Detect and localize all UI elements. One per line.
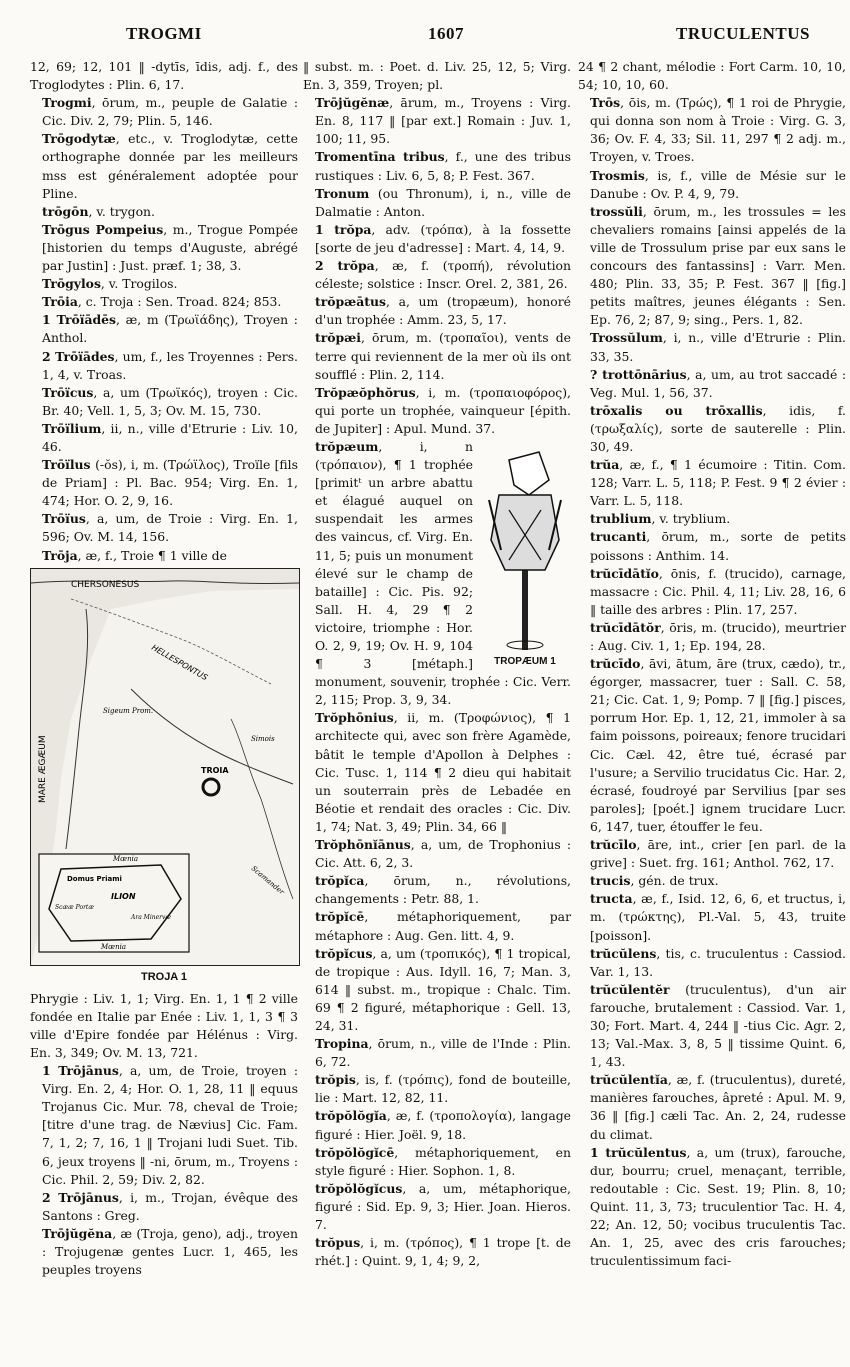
headword: 1 Trōjānus	[42, 1063, 119, 1079]
entry: trucanti, ōrum, m., sorte de petits poissons : Anthim. 14.	[590, 529, 846, 563]
entry: Trōïus, a, um, de Troie : Virg. En. 1, 596; Ov. M. 14, 156.	[42, 511, 298, 545]
headword: Trŏphōnĭānus	[315, 837, 411, 853]
entry: Phrygie : Liv. 1, 1; Virg. En. 1, 1 ¶ 2 ville fondée en Italie par Enée : Liv. 1, 1, 3 ¶ 3 ville d'Epire fondée par Hélénus : Virg. En. 3, 349; Ov. M. 13, 721.	[30, 990, 298, 1060]
tropaeum-caption: TROPÆUM 1	[494, 656, 556, 668]
map-label: Scææ Portæ	[55, 903, 94, 911]
map-label: HELLESPONTUS	[150, 642, 210, 682]
entry: trŭa, æ, f., ¶ 1 écumoire : Titin. Com. 128; Varr. L. 5, 118; P. Fest. 9 ¶ 2 évier : Varr. L. 5, 118.	[590, 457, 846, 509]
headword: trŏpæi	[315, 330, 361, 346]
entry: trŏpĭca, ōrum, n., révolutions, changements : Petr. 88, 1.	[315, 873, 571, 907]
headword: 1 trŭcŭlentus	[590, 1144, 687, 1160]
headword: Trōjŭgĕna	[42, 1225, 113, 1241]
entry: Trōs, ōis, m. (Τρώς), ¶ 1 roi de Phrygie, qui donna son nom à Troie : Virg. G. 3, 36; Ov. F. 4, 33; Sil. 11, 297 ¶ 2 adj. m., Troyen, v. Troes.	[590, 95, 846, 165]
tropaeum-drawing	[479, 440, 571, 654]
entry: trŏpæum, i, n (τρόπαιον), ¶ 1 trophée [primitᵗ un arbre abattu et élagué auquel on suspendait les armes des vaincus, cf. Virg. En. 11, 5; puis un monument élevé sur le champ de bataille] : Cic. Pis. 92; Sall. H. 4, 29 ¶ 2 victoire, triomphe : Hor. O. 2, 9, 19; Ov. H. 9, 104 ¶ 3 [métaph.] monument, souvenir, trophée : Cic. Verr. 2, 115; Prop. 3, 9, 34.	[315, 438, 571, 708]
headword: trŏpĭcus	[315, 945, 373, 961]
entry: trŭcŭlens, tis, c. truculentus : Cassiod. Var. 1, 13.	[590, 945, 846, 979]
headword: trŭcīdātŏr	[590, 619, 661, 635]
headword: trōgōn	[42, 203, 89, 219]
column-1	[30, 58, 298, 1279]
map-label: Ara Minervæ	[131, 913, 172, 921]
map-drawing	[31, 569, 299, 965]
entry: trŏpĭcus, a, um (τροπικός), ¶ 1 tropical, de tropique : Aus. Idyll. 16, 7; Man. 3, 614 ‖ subst. m., tropique : Chalc. Tim. 69 ¶ 2 figuré, métaphorique : Gell. 13, 24, 31.	[315, 945, 571, 1033]
headword: trŏpĭca	[315, 873, 365, 889]
headword: Trōgus Pompeius	[42, 221, 164, 237]
entry: Tropina, ōrum, n., ville de l'Inde : Plin. 6, 72.	[315, 1036, 571, 1070]
headword: trŏpŏlŏgĭcē	[315, 1144, 395, 1160]
headword: Trossŭlum	[590, 330, 663, 346]
entry: 2 Trōjānus, i, m., Trojan, évêque des Santons : Greg.	[42, 1189, 298, 1223]
entry: trŭcīdo, āvi, ātum, āre (trux, cædo), tr., égorger, massacrer, tuer : Sall. C. 58, 21; Cic. Cat. 1, 9; Pomp. 7 ‖ [fig.] pisces, porrum Hor. Ep. 1, 12, 21, immoler à sa faim poissons, poireaux; fenore trucidari Cic. Cæl. 42, être tué, écrasé par l'usure; a Servilio trucidatus Cic. Har. 2, écrasé, foudroyé par Servilius [par ses paroles]; [poét.] ignem trucidare Lucr. 6, 147, tuer, étouffer le feu.	[590, 656, 846, 834]
entry: Trōjŭgĕna, æ (Troja, geno), adj., troyen : Trojugenæ gentes Lucr. 1, 465, les peuples troyens	[42, 1225, 298, 1278]
headword: 2 trŏpa	[315, 258, 375, 274]
map-label: Mœnia	[113, 854, 139, 863]
entry: Trogmi, ōrum, m., peuple de Galatie : Cic. Div. 2, 79; Plin. 5, 146.	[42, 95, 298, 129]
entry: ? trottōnārius, a, um, au trot saccadé : Veg. Mul. 1, 56, 37.	[590, 366, 846, 400]
entry: Tromentīna tribus, f., une des tribus rustiques : Liv. 6, 5, 8; P. Fest. 367.	[315, 149, 571, 183]
entry: 1 Trōjānus, a, um, de Troie, troyen : Virg. En. 2, 4; Hor. O. 1, 28, 11 ‖ equus Trojanus Cic. Mur. 78, cheval de Troie; [titre d'une trag. de Nævius] Cic. Fam. 7, 1, 2; 7, 16, 1 ‖ Trojani ludi Suet. Tib. 6, jeux troyens ‖ -ni, ōrum, m., Troyens : Cic. Phil. 2, 59; Div. 2, 82.	[42, 1063, 298, 1187]
entry: Trōia, c. Troja : Sen. Troad. 824; 853.	[42, 294, 282, 310]
headword: 2 Trōïādes	[42, 348, 115, 364]
entry: trōxalis ou trōxallis, idis, f. (τρωξαλίς), sorte de sauterelle : Plin. 30, 49.	[590, 402, 846, 454]
headword: Trogmi	[42, 95, 92, 111]
troja-map	[30, 568, 300, 966]
entry: 1 Trōïādēs, æ, m (Τρωϊάδης), Troyen : Anthol.	[42, 312, 298, 346]
map-label: Simois	[251, 734, 275, 743]
entry: trŭcŭlentĕr (truculentus), d'un air farouche, brutalement : Cassiod. Var. 1, 30; Fort. Mart. 4, 244 ‖ -tius Cic. Agr. 2, 13; Val.-Max. 3, 8, 5 ‖ tissime Quint. 6, 1, 43.	[590, 981, 846, 1070]
entry: trŏpĭcē, métaphoriquement, par métaphore : Aug. Gen. litt. 4, 9.	[315, 909, 571, 943]
entry: trŏpŏlŏgĭa, æ, f. (τροπολογία), langage figuré : Hier. Joël. 9, 18.	[315, 1108, 571, 1142]
entry: Trōja, æ, f., Troie ¶ 1 ville de	[42, 547, 227, 563]
headword: tructa	[590, 891, 633, 907]
headword: trucis	[590, 873, 631, 889]
map-label: CHERSONESUS	[71, 579, 140, 590]
headword: trŏpĭcē	[315, 909, 365, 925]
headword: trŏpŏlŏgĭcus	[315, 1180, 403, 1196]
entry: 12, 69; 12, 101 ‖ -dytīs, īdis, adj. f., des Troglodytes : Plin. 6, 17.	[30, 59, 298, 93]
entry: trŭcīdātŏr, ōris, m. (trucido), meurtrier : Aug. Civ. 1, 1; Ep. 194, 28.	[590, 619, 846, 653]
map-label: TROIA	[201, 765, 229, 775]
headword: Trōjŭgĕnæ	[315, 95, 390, 111]
headword: Tropina	[315, 1036, 369, 1052]
headword: Trōïlus	[42, 457, 96, 473]
headword: Trōïcus	[42, 384, 94, 400]
entry: Trōgylos, v. Trogilos.	[42, 276, 178, 292]
entry: Trōgus Pompeius, m., Trogue Pompée [historien du temps d'Auguste, abrégé par Justin] : Just. præf. 1; 38, 3.	[42, 221, 298, 274]
headword: trossŭli	[590, 203, 643, 219]
entry: Tronum (ou Thronum), i, n., ville de Dalmatie : Anton.	[315, 185, 571, 219]
headword: trŏpus	[315, 1235, 361, 1251]
entry: trublium, v. tryblium.	[590, 511, 731, 527]
entry: trŏpŏlŏgĭcē, métaphoriquement, en style figuré : Hier. Sophon. 1, 8.	[315, 1144, 571, 1178]
entry: trŏpŏlŏgĭcus, a, um, métaphorique, figuré : Sid. Ep. 9, 3; Hier. Joan. Hieros. 7.	[315, 1180, 571, 1232]
map-caption: TROJA 1	[140, 970, 188, 983]
headword: Trosmis	[590, 167, 645, 183]
entry: tructa, æ, f., Isid. 12, 6, 6, et tructus, i, m. (τρώκτης), Pl.-Val. 5, 43, truite [poisson].	[590, 891, 846, 943]
entry: Trōgodytæ, etc., v. Troglodytæ, cette orthographe donnée par les meilleurs mss est généralement adoptée pour Pline.	[42, 131, 298, 201]
headword: 2 Trōjānus	[42, 1189, 119, 1205]
headword: Tromentīna tribus	[315, 149, 445, 165]
map-label: MARE ÆGÆUM	[38, 735, 48, 803]
entry: Trŏphōnĭānus, a, um, de Trophonius : Cic. Att. 6, 2, 3.	[315, 837, 571, 871]
headword: trŭcŭlentĭa	[590, 1072, 668, 1088]
running-header	[30, 18, 830, 58]
entry: Trossŭlum, i, n., ville d'Etrurie : Plin. 33, 35.	[590, 330, 846, 364]
headword: trŭcŭlens	[590, 945, 657, 961]
headword: Trōgodytæ	[42, 131, 116, 147]
headword: Tronum	[315, 185, 378, 201]
entry: 2 trŏpa, æ, f. (τροπή), révolution céleste; solstice : Inscr. Orel. 2, 381, 26.	[315, 258, 571, 292]
column-2	[303, 58, 571, 1270]
headword: trucanti	[590, 529, 647, 545]
headword: trublium	[590, 511, 652, 527]
headword: Trōïlium	[42, 420, 102, 436]
tropaeum-illustration	[479, 440, 571, 666]
map-label: ILION	[111, 891, 136, 901]
entry: trŭcŭlentĭa, æ, f. (truculentus), dureté, manières farouches, âpreté : Apul. M. 9, 36 ‖ [fig.] cæli Tac. An. 2, 24, rudesse du climat.	[590, 1072, 846, 1142]
entry: trŏpis, is, f. (τρόπις), fond de bouteille, lie : Mart. 12, 82, 11.	[315, 1072, 571, 1106]
entry: Trŏphōnius, ii, m. (Τροφώνιος), ¶ 1 architecte qui, avec son frère Agamède, bâtit le temple d'Apollon à Delphes : Cic. Tusc. 1, 114 ¶ 2 dieu qui habitait un souterrain près de Lebadée en Béotie et rendait des oracles : Cic. Div. 1, 74; Nat. 3, 49; Plin. 34, 66 ‖	[315, 710, 571, 834]
entry: 1 trŭcŭlentus, a, um (trux), farouche, dur, bourru; cruel, menaçant, terrible, redoutable : Cic. Sest. 19; Plin. 8, 10; Quint. 11, 3, 73; truculentior Tac. H. 4, 22; An. 12, 50; vocibus truculentis Tac. An. 1, 25, avec des cris farouches; truculentissimum faci-	[590, 1144, 846, 1269]
column-3	[578, 58, 846, 1270]
entry: Trŏpæŏphŏrus, i, m. (τροπαιοφόρος), qui porte un trophée, vainqueur [épith. de Jupiter] : Apul. Mund. 37.	[315, 384, 571, 436]
headword: Trōia	[42, 294, 78, 310]
entry: trŭcīdātĭo, ōnis, f. (trucido), carnage, massacre : Cic. Phil. 4, 11; Liv. 28, 16, 6 ‖ taille des arbres : Plin. 17, 257.	[590, 565, 846, 617]
header-right-guideword: TRUCULENTUS	[676, 24, 810, 43]
entry: trossŭli, ōrum, m., les trossules = les chevaliers romains [ainsi appelés de la ville de Trossulum prise par eux sans le concours des fantassins] : Varr. Men. 480; Plin. 33, 35; P. Fest. 367 ‖ [fig.] petits maîtres, jeunes élégants : Sen. Ep. 76, 2; 87, 9; sing., Pers. 1, 82.	[590, 203, 846, 328]
headword: ? trottōnārius	[590, 366, 687, 382]
page-number: 1607	[428, 24, 464, 43]
entry: 2 Trōïādes, um, f., les Troyennes : Pers. 1, 4, v. Troas.	[42, 348, 298, 382]
headword: trŭcŭlentĕr	[590, 981, 686, 997]
headword: Trŏphōnius	[315, 710, 394, 726]
entry: 24 ¶ 2 chant, mélodie : Fort Carm. 10, 10, 54; 10, 10, 60.	[578, 59, 846, 93]
map-label: Scamander	[249, 864, 286, 896]
headword: trōxalis ou trōxallis	[590, 402, 763, 418]
headword: trŏpæum	[315, 438, 379, 454]
map-label: Mœnia	[101, 942, 127, 951]
headword: trŏpis	[315, 1072, 356, 1088]
map-label: Sigeum Prom.	[103, 706, 154, 715]
entry: Trosmis, is, f., ville de Mésie sur le Danube : Ov. P. 4, 9, 79.	[590, 167, 846, 201]
entry: 1 trŏpa, adv. (τρόπα), à la fossette [sorte de jeu d'adresse] : Mart. 4, 14, 9.	[315, 221, 571, 255]
headword: Trŏpæŏphŏrus	[315, 384, 416, 400]
entry: Trōjŭgĕnæ, ārum, m., Troyens : Virg. En. 8, 117 ‖ [par ext.] Romain : Juv. 1, 100; 11, 95.	[315, 95, 571, 147]
headword: Trōïus	[42, 511, 86, 527]
entry: trŏpus, i, m. (τρόπος), ¶ 1 trope [t. de rhét.] : Quint. 9, 1, 4; 9, 2,	[315, 1235, 571, 1269]
entry: Trōïlus (-ŏs), i, m. (Τρώϊλος), Troïle [fils de Priam] : Pl. Bac. 954; Virg. En. 1, 474; Hor. O. 2, 9, 16.	[42, 457, 298, 509]
entry: Trōïcus, a, um (Τρωϊκός), troyen : Cic. Br. 40; Vell. 1, 5, 3; Ov. M. 15, 730.	[42, 384, 298, 418]
headword: trŭcīdo	[590, 656, 641, 672]
headword: trŭcīdātĭo	[590, 565, 659, 581]
header-left-guideword: TROGMI	[126, 24, 202, 43]
entry: ‖ subst. m. : Poet. d. Liv. 25, 12, 5; Virg. En. 3, 359, Troyen; pl.	[303, 59, 571, 93]
headword: Trōja	[42, 547, 78, 563]
headword: 1 Trōïādēs	[42, 312, 117, 328]
headword: trŭcīlo	[590, 837, 637, 853]
headword: trŏpæātus	[315, 294, 386, 310]
entry: Trōïlium, ii, n., ville d'Etrurie : Liv. 10, 46.	[42, 420, 298, 454]
entry: trŏpæātus, a, um (tropæum), honoré d'un trophée : Amm. 23, 5, 17.	[315, 294, 571, 328]
entry: trōgōn, v. trygon.	[42, 203, 155, 219]
headword: trŏpŏlŏgĭa	[315, 1108, 387, 1124]
headword: trŭa	[590, 457, 620, 473]
entry: trŏpæi, ōrum, m. (τροπαῖοι), vents de terre qui reviennent de la mer où ils ont soufflé : Plin. 2, 114.	[315, 330, 571, 382]
headword: Trōs	[590, 95, 621, 111]
entry: trucis, gén. de trux.	[590, 873, 719, 889]
headword: Trōgylos	[42, 276, 101, 292]
entry: trŭcīlo, āre, int., crier [en parl. de la grive] : Suet. frg. 161; Anthol. 762, 17.	[590, 837, 846, 871]
map-label: Domus Priami	[67, 874, 122, 883]
headword: 1 trŏpa	[315, 221, 372, 237]
